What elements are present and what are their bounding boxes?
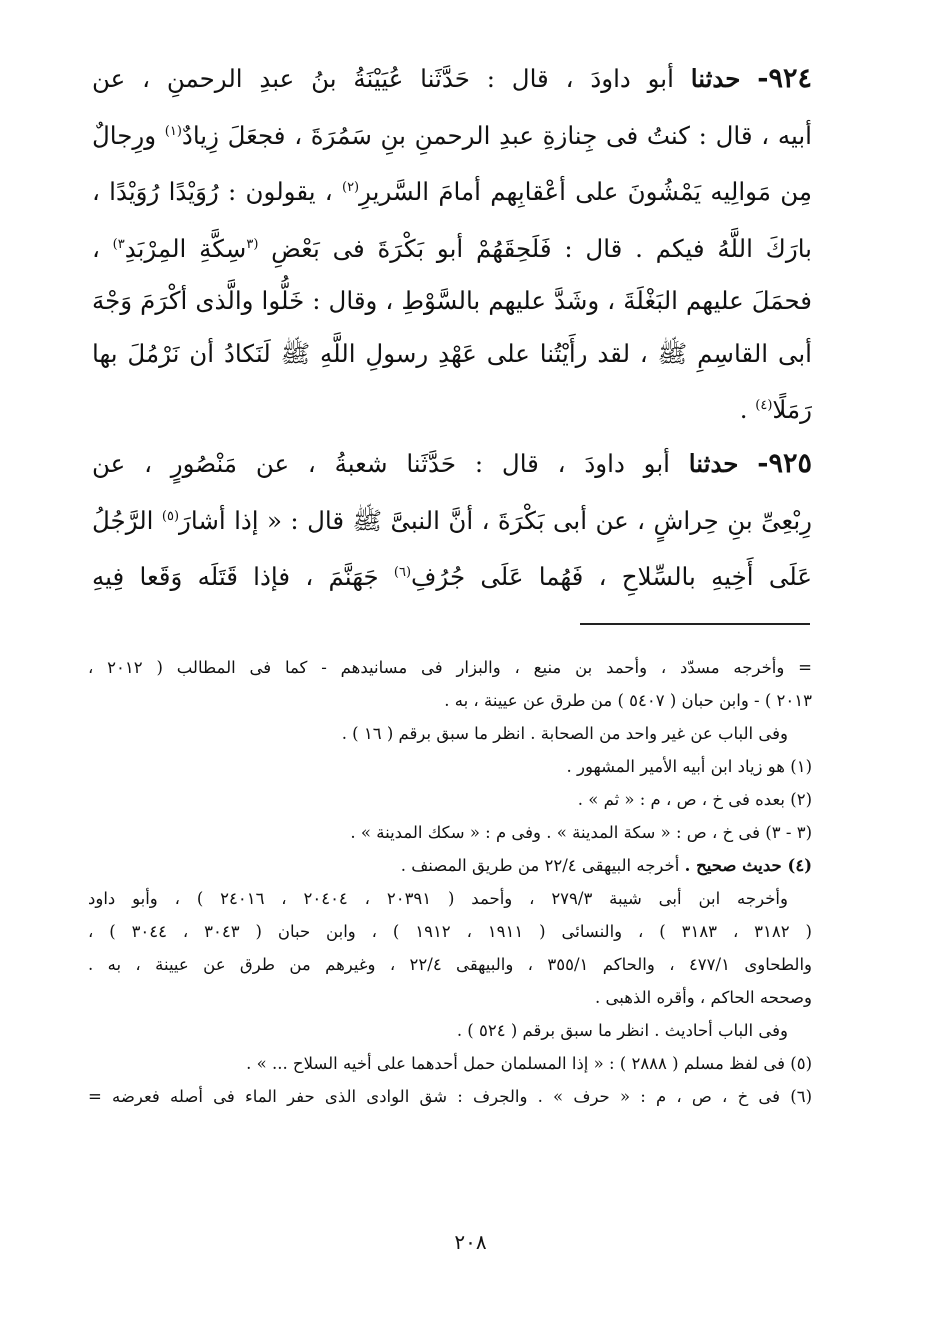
footnote-text: أخرجه البيهقى ٢٢/٤ من طريق المصنف . [400,856,685,875]
footnote-text: = وأخرجه مسدّد ، وأحمد بن منيع ، والبزار فى مسانيدهم - كما فى المطالب ( ٢٠١٢ ، [88,658,812,677]
hadith-text: أبى القاسِمِ ﷺ ، لقد رأَيْتُنا على عَهْدِ رسولِ اللَّهِ ﷺ لَنَكادُ أن نَرْمُلَ بها [92,338,812,368]
page-number: ٢٠٨ [454,1230,487,1254]
hadith-text: ورِجالٌ [92,120,165,150]
footnote-text: (٢) بعده فى خ ، ص ، م : « ثم » . [577,790,812,809]
hadith-text: رَمَلًا [772,395,812,425]
footnote-grade: (٤) حديث صحيح . [684,856,812,875]
footnote-text: ( ٣١٨٢ ، ٣١٨٣ ) ، والنسائى ( ١٩١١ ، ١٩١٢ ) ، وابن حبان ( ٣٠٤٣ ، ٣٠٤٤ ) ، [88,922,812,941]
footnote-line [88,981,812,1014]
hadith-line [92,547,812,604]
footnote-line [88,882,812,915]
hadith-text: ، يقولون : رُوَيْدًا رُوَيْدًا ، [92,177,342,207]
footnote-line [88,1047,812,1080]
hadith-924 [92,53,812,437]
narration-lead: حدثنا [690,64,741,93]
footnote-text: ٢٠١٣ ) - وابن حبان ( ٥٤٠٧ ) من طرق عن عيينة ، به . [444,691,812,710]
footnote-divider [580,623,810,625]
hadith-text: ، [92,233,113,263]
hadith-line [92,491,812,548]
footnote-line [88,915,812,948]
footnote-line [88,684,812,717]
footnote-line [88,783,812,816]
hadith-line [92,219,812,276]
footnote-text: (٣ - ٣) فى خ ، ص : « سكة المدينة » . وفى م : « سكك المدينة » . [350,823,812,842]
footnote-marker: ٣) [112,236,125,252]
footnote-marker: (٤) [755,398,773,414]
hadith-925 [92,438,812,604]
hadith-text: أبو داودَ ، قال : حَدَّثَنا عُيَيْنَةُ بنُ عبدِ الرحمنِ ، عن [92,64,691,93]
hadith-line [92,380,812,437]
footnote-text: (١) هو زياد ابن أبيه الأمير المشهور . [566,757,812,776]
footnote-line [88,750,812,783]
hadith-text: . [739,395,756,425]
footnote-line [88,1080,812,1113]
footnote-line [88,717,812,750]
hadith-line [92,328,812,381]
footnote-marker: (٦) [393,565,412,581]
footnote-line [88,651,812,684]
hadith-text: الرَّجُلُ [92,505,162,535]
footnote-line [88,816,812,849]
hadith-number: ٩٢٤- [757,63,813,94]
hadith-text: عَلَى أَخِيهِ بالسِّلاحِ ، فَهُما عَلَى جُرُفِ [411,562,812,592]
hadith-line [92,438,812,491]
footnote-line [88,1014,812,1047]
footnote-text: وصححه الحاكم ، وأقره الذهبى . [595,988,812,1007]
hadith-line [92,162,812,219]
footnote-text: وفى الباب عن غير واحد من الصحابة . انظر ما سبق برقم ( ١٦ ) . [341,724,788,743]
footnote-text: وفى الباب أحاديث . انظر ما سبق برقم ( ٥٢٤ ) . [456,1021,788,1040]
hadith-text: سِكَّةِ المِرْبَدِ [124,233,247,263]
footnote-line [88,849,812,882]
footnote-line [88,948,812,981]
hadith-text: جَهَنَّمَ ، فإذا قَتَلَه وَقَعا فِيهِ [92,562,394,592]
hadith-number: ٩٢٥- [757,448,812,479]
narration-lead: حدثنا [688,449,739,478]
hadith-line [92,53,812,106]
hadith-text: بارَكَ اللَّهُ فيكم . قال : فَلَحِقَهُمْ أبو بَكْرَةَ فى بَعْضِ [258,233,812,263]
footnote-marker: (٢) [341,180,360,196]
footnote-marker: (٣ [246,236,259,252]
hadith-text: أبيه ، قال : كنتُ فى جِنازةِ عبدِ الرحمنِ بنِ سَمُرَةَ ، فجعَلَ زِيادٌ [181,120,812,150]
footnote-text: والطحاوى ٤٧٧/١ ، والحاكم ٣٥٥/١ ، والبيهقى ٢٢/٤ ، وغيرهم من طرق عن عيينة ، به . [88,955,813,974]
hadith-text: فحمَلَ عليهم البَغْلَةَ ، وشَدَّ عليهم بالسَّوْطِ ، وقال : خَلُّوا والَّذى أكْرَمَ وَجْهَ [92,286,812,316]
hadith-text: رِبْعِىِّ بنِ حِراشٍ ، عن أبى بَكْرَةَ ، أنَّ النبىَّ ﷺ قال : « إذا أشارَ [179,505,813,535]
footnote-text: وأخرجه ابن أبى شيبة ٢٧٩/٣ ، وأحمد ( ٢٠٣٩١ ، ٢٠٤٠٤ ، ٢٤٠١٦ ) ، وأبو داود [88,889,788,908]
footnotes [88,651,812,1113]
footnote-marker: (١) [164,123,182,139]
hadith-line [92,106,812,163]
hadith-line [92,275,812,328]
footnote-text: (٦) فى خ ، ص ، م : « حرف » . والجرف : شق الوادى الذى حفر الماء فى أصله فعرضه = [88,1087,812,1106]
hadith-text: أبو داودَ ، قال : حَدَّثَنا شعبةُ ، عن مَنْصُورٍ ، عن [92,449,689,478]
hadith-text: مِن مَوالِيه يَمْشُونَ على أعْقابِهم أمامَ السَّريرِ [359,177,812,207]
footnote-text: (٥) فى لفظ مسلم ( ٢٨٨٨ ) : « إذا المسلمان حمل أحدهما على أخيه السلاح ... » . [246,1054,812,1073]
footnote-marker: (٥) [161,508,180,524]
